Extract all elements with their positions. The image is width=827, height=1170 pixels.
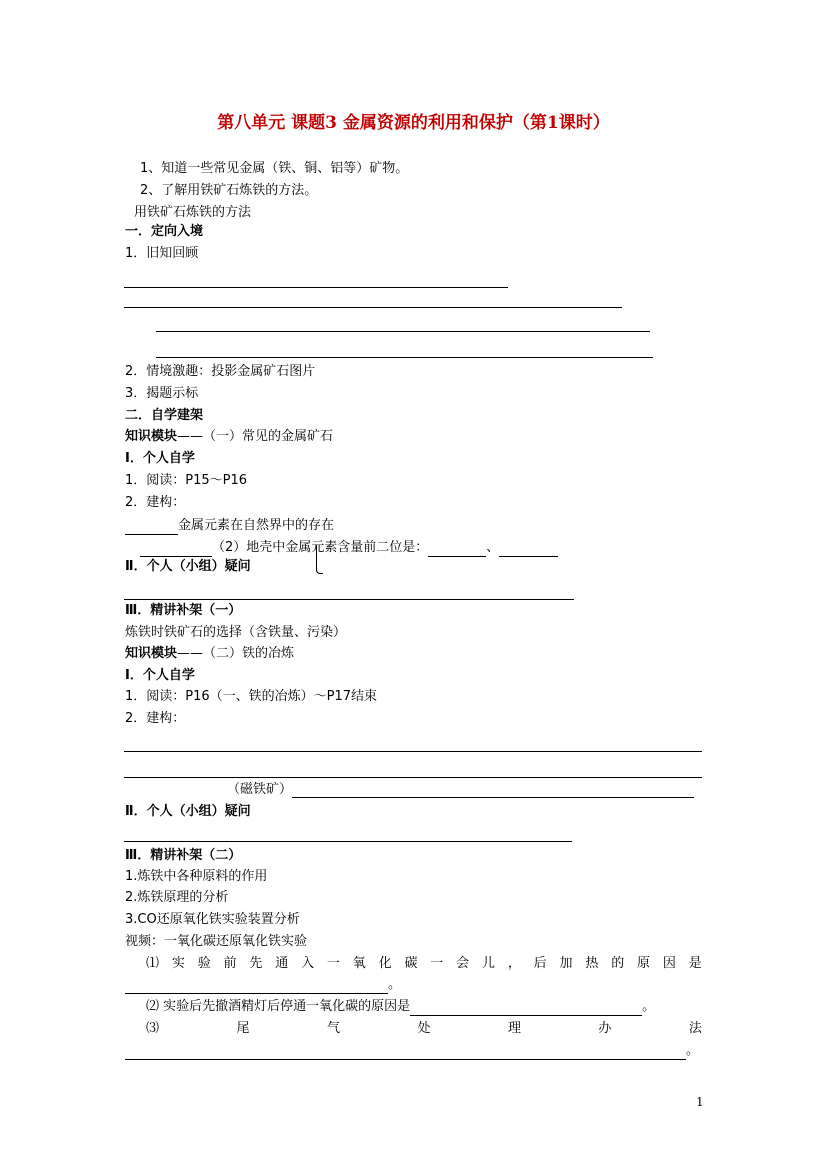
module-2-self-study: Ⅰ．个人自学 [125,668,195,683]
page-title: 第八单元 课题3 金属资源的利用和保护（第1课时） [217,113,610,133]
module-2-lecture: Ⅲ．精讲补架（二） [125,848,242,863]
answer-line[interactable] [124,599,574,600]
scenario-label: 2．情境激趣：投影金属矿石图片 [125,364,316,379]
answer-line[interactable] [156,357,653,358]
q1-char: 一 [430,956,444,971]
module-2-label-rest: ——（二）铁的冶炼 [177,646,295,661]
q1-char: 儿 [481,956,495,971]
module-1-doubt: Ⅱ．个人（小组）疑问 [125,559,251,574]
module-2-label-bold: 知识模块 [125,646,178,661]
module-2-read: 1．阅读：P16（一、铁的冶炼）～P17结束 [125,689,378,704]
answer-line[interactable] [124,777,702,778]
answer-line[interactable] [124,287,508,288]
q3-end: 。 [686,1043,700,1058]
question-3 [146,1020,702,1038]
question-2 [146,998,655,1016]
q1-char: 热 [585,956,599,971]
q1-char: 因 [662,956,676,971]
q1-answer-line [125,976,401,994]
answer-line[interactable] [292,797,694,798]
module-1-label-bold: 知识模块 [125,429,178,444]
q3-char: 处 [417,1021,431,1036]
separator: 、 [486,540,500,555]
module-2-label [125,645,294,663]
q1-char: 化 [378,956,392,971]
page-number: 1 [696,1095,704,1109]
module-2-build: 2．建构： [125,711,186,726]
q1-char: 是 [688,956,702,971]
exist-label: 金属元素在自然界中的存在 [178,518,335,533]
objective-2: 2、了解用铁矿石炼铁的方法。 [140,183,318,198]
fill-blank[interactable] [125,1045,686,1060]
q3-char: 理 [507,1021,521,1036]
answer-line[interactable] [124,841,572,842]
module-1-label-rest: ——（一）常见的金属矿石 [177,429,334,444]
lecture-item-2: 2.炼铁原理的分析 [125,890,229,905]
q3-answer-line [125,1042,699,1060]
fill-blank[interactable] [125,979,388,994]
q1-char: 后 [533,956,547,971]
fill-blank[interactable] [125,520,178,535]
q1-char: 加 [559,956,573,971]
module-2-doubt: Ⅱ．个人（小组）疑问 [125,804,251,819]
q1-char: 前 [223,956,237,971]
q1-char: 通 [275,956,289,971]
q1-char: 的 [611,956,625,971]
q1-char: 碳 [404,956,418,971]
answer-line[interactable] [156,331,650,332]
q3-char: 法 [688,1021,702,1036]
q1-char: 会 [456,956,470,971]
fill-blank[interactable] [140,542,212,557]
crust-metals-line [140,539,558,557]
fill-blank[interactable] [428,542,486,557]
q1-char: ， [507,956,521,971]
answer-line[interactable] [124,307,622,308]
q1-end: 。 [388,977,402,992]
crust-metals-label: （2）地壳中金属元素含量前二位是： [212,540,429,555]
fill-blank[interactable] [499,542,558,557]
lecture-item-1: 1.炼铁中各种原料的作用 [125,869,268,884]
reveal-goal-label: 3．揭题示标 [125,386,199,401]
question-1 [146,955,702,973]
q3-char: 气 [326,1021,340,1036]
q1-char: 实 [171,956,185,971]
module-1-lecture: Ⅲ．精讲补架（一） [125,603,242,618]
fill-blank[interactable] [410,1001,642,1016]
q2-end: 。 [642,999,656,1014]
lecture-item-3: 3.CO还原氧化铁实验装置分析 [125,912,300,927]
answer-line[interactable] [124,751,702,752]
q1-char: 一 [326,956,340,971]
module-1-self-study: Ⅰ．个人自学 [125,451,195,466]
review-label: 1．旧知回顾 [125,246,199,261]
video-label: 视频：一氧化碳还原氧化铁实验 [125,934,308,949]
section-2-heading: 二．自学建架 [125,408,204,423]
key-point: 用铁矿石炼铁的方法 [134,205,252,220]
q1-number: ⑴ [146,956,160,971]
q3-char: 办 [598,1021,612,1036]
magnetite-label: （磁铁矿） [227,782,293,797]
objective-1: 1、知道一些常见金属（铁、铜、铝等）矿物。 [140,161,409,176]
q1-char: 原 [637,956,651,971]
module-1-read: 1．阅读：P15～P16 [125,473,248,488]
section-1-heading: 一．定向入境 [125,224,204,239]
module-1-lecture-text: 炼铁时铁矿石的选择（含铁量、污染） [125,625,347,640]
q1-char: 入 [301,956,315,971]
module-1-label [125,428,333,446]
q2-text: ⑵ 实验后先撤酒精灯后停通一氧化碳的原因是 [146,999,411,1014]
q3-char: 尾 [236,1021,250,1036]
exist-line [125,517,334,535]
q3-number: ⑶ [146,1021,160,1036]
module-1-build: 2．建构： [125,495,186,510]
q1-char: 氧 [352,956,366,971]
q1-char: 先 [249,956,263,971]
brace-mark [316,545,323,574]
q1-char: 验 [197,956,211,971]
